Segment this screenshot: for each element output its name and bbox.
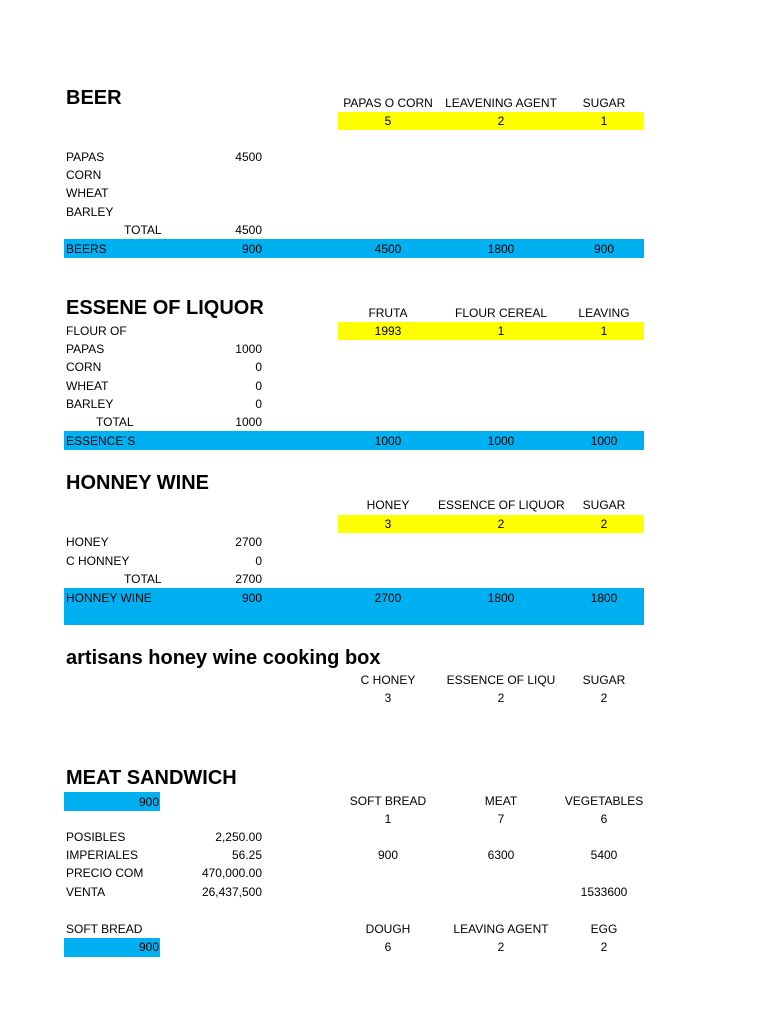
artisans-header-1: C HONEY xyxy=(360,673,416,687)
meat-sandwich-imperiales-col-2: 6300 xyxy=(487,848,515,862)
essence-row-value: 0 xyxy=(255,360,262,374)
essence-total-value: 1000 xyxy=(235,415,262,429)
essence-title: ESSENE OF LIQUOR xyxy=(66,297,264,319)
honey-wine-summary-col-2: 1800 xyxy=(487,591,515,605)
essence-row-label: WHEAT xyxy=(66,379,109,393)
essence-subtitle: FLOUR OF xyxy=(66,324,127,338)
honey-wine-ratio-2: 2 xyxy=(497,517,505,531)
essence-row-label: PAPAS xyxy=(66,342,105,356)
artisans-ratio-3: 2 xyxy=(600,691,608,705)
meat-sandwich-ratio-3: 6 xyxy=(600,812,608,826)
beer-total-label: TOTAL xyxy=(124,223,162,237)
meat-sandwich-row-label: IMPERIALES xyxy=(66,848,139,862)
essence-ratio-1: 1993 xyxy=(374,324,402,338)
honey-wine-summary-col-1: 2700 xyxy=(374,591,402,605)
essence-row-value: 0 xyxy=(255,379,262,393)
beer-row-label: WHEAT xyxy=(66,186,109,200)
meat-sandwich-header-1: SOFT BREAD xyxy=(349,794,427,808)
beer-ratio-2: 2 xyxy=(497,114,505,128)
essence-summary-col-2: 1000 xyxy=(487,434,515,448)
meat-sandwich-header-2: MEAT xyxy=(484,794,518,808)
beer-header-3: SUGAR xyxy=(582,96,626,110)
honey-wine-total-label: TOTAL xyxy=(124,572,162,586)
honey-wine-title: HONNEY WINE xyxy=(66,472,209,494)
honey-wine-ratio-3: 2 xyxy=(600,517,608,531)
artisans-header-3: SUGAR xyxy=(582,673,626,687)
meat-sandwich-row-value: 2,250.00 xyxy=(215,830,262,844)
soft-bread-title: SOFT BREAD xyxy=(66,922,143,936)
soft-bread-ratio-2: 2 xyxy=(497,940,505,954)
soft-bread-box-value: 900 xyxy=(138,940,159,954)
honey-wine-ratio-1: 3 xyxy=(384,517,392,531)
essence-row-label: BARLEY xyxy=(66,397,114,411)
honey-wine-header-2: ESSENCE OF LIQUOR xyxy=(438,498,565,512)
soft-bread-header-2: LEAVING AGENT xyxy=(453,922,549,936)
honey-wine-row-value: 2700 xyxy=(235,535,262,549)
essence-header-1: FRUTA xyxy=(368,306,408,320)
meat-sandwich-title: MEAT SANDWICH xyxy=(66,767,237,789)
soft-bread-ratio-3: 2 xyxy=(600,940,608,954)
essence-summary-col-3: 1000 xyxy=(590,434,618,448)
beer-row-label: PAPAS xyxy=(66,150,105,164)
meat-sandwich-row-value: 470,000.00 xyxy=(201,866,262,880)
beer-total-value: 4500 xyxy=(235,223,262,237)
beer-summary-col-3: 900 xyxy=(593,242,615,256)
honey-wine-header-1: HONEY xyxy=(366,498,410,512)
essence-header-2: FLOUR CEREAL xyxy=(454,306,548,320)
essence-total-label: TOTAL xyxy=(96,415,134,429)
soft-bread-header-3: EGG xyxy=(590,922,618,936)
meat-sandwich-row-label: VENTA xyxy=(66,885,106,899)
beer-row-value: 4500 xyxy=(235,150,262,164)
honey-wine-row-label: C HONNEY xyxy=(66,554,130,568)
artisans-ratio-1: 3 xyxy=(384,691,392,705)
essence-ratio-3: 1 xyxy=(600,324,608,338)
essence-row-label: CORN xyxy=(66,360,102,374)
essence-summary-col-1: 1000 xyxy=(374,434,402,448)
honey-wine-summary-label: HONNEY WINE xyxy=(66,591,152,605)
meat-sandwich-row-value: 26,437,500 xyxy=(201,885,262,899)
meat-sandwich-row-label: PRECIO COM xyxy=(66,866,144,880)
beer-header-1: PAPAS O CORN xyxy=(343,96,433,110)
honey-wine-row-label: HONEY xyxy=(66,535,109,549)
meat-sandwich-ratio-2: 7 xyxy=(497,812,505,826)
beer-ratio-3: 1 xyxy=(600,114,608,128)
essence-row-value: 1000 xyxy=(235,342,262,356)
honey-wine-header-3: SUGAR xyxy=(582,498,626,512)
beer-row-label: BARLEY xyxy=(66,205,114,219)
beer-summary-label: BEERS xyxy=(66,242,107,256)
meat-sandwich-ratio-1: 1 xyxy=(384,812,392,826)
beer-header-2: LEAVENING AGENT xyxy=(445,96,557,110)
meat-sandwich-venta-extra: 1533600 xyxy=(580,885,628,899)
meat-sandwich-imperiales-col-3: 5400 xyxy=(590,848,618,862)
essence-header-3: LEAVING xyxy=(578,306,630,320)
beer-ratio-1: 5 xyxy=(384,114,392,128)
honey-wine-summary-col-3: 1800 xyxy=(590,591,618,605)
essence-ratio-2: 1 xyxy=(497,324,505,338)
meat-sandwich-row-label: POSIBLES xyxy=(66,830,126,844)
honey-wine-row-value: 0 xyxy=(255,554,262,568)
meat-sandwich-row-value: 56.25 xyxy=(231,848,262,862)
beer-summary-col-1: 4500 xyxy=(374,242,402,256)
beer-title: BEER xyxy=(66,87,122,109)
artisans-header-2: ESSENCE OF LIQU xyxy=(446,673,556,687)
beer-summary-value: 900 xyxy=(241,242,262,256)
soft-bread-header-1: DOUGH xyxy=(365,922,411,936)
beer-summary-col-2: 1800 xyxy=(487,242,515,256)
essence-row-value: 0 xyxy=(255,397,262,411)
soft-bread-ratio-1: 6 xyxy=(384,940,392,954)
artisans-ratio-2: 2 xyxy=(497,691,505,705)
meat-sandwich-box-value: 900 xyxy=(138,795,159,809)
honey-wine-total-value: 2700 xyxy=(235,572,262,586)
essence-summary-label: ESSENCE´S xyxy=(66,434,136,448)
meat-sandwich-header-3: VEGETABLES xyxy=(564,794,644,808)
meat-sandwich-imperiales-col-1: 900 xyxy=(377,848,399,862)
honey-wine-summary-value: 900 xyxy=(241,591,262,605)
beer-row-label: CORN xyxy=(66,168,102,182)
artisans-title: artisans honey wine cooking box xyxy=(66,647,381,669)
